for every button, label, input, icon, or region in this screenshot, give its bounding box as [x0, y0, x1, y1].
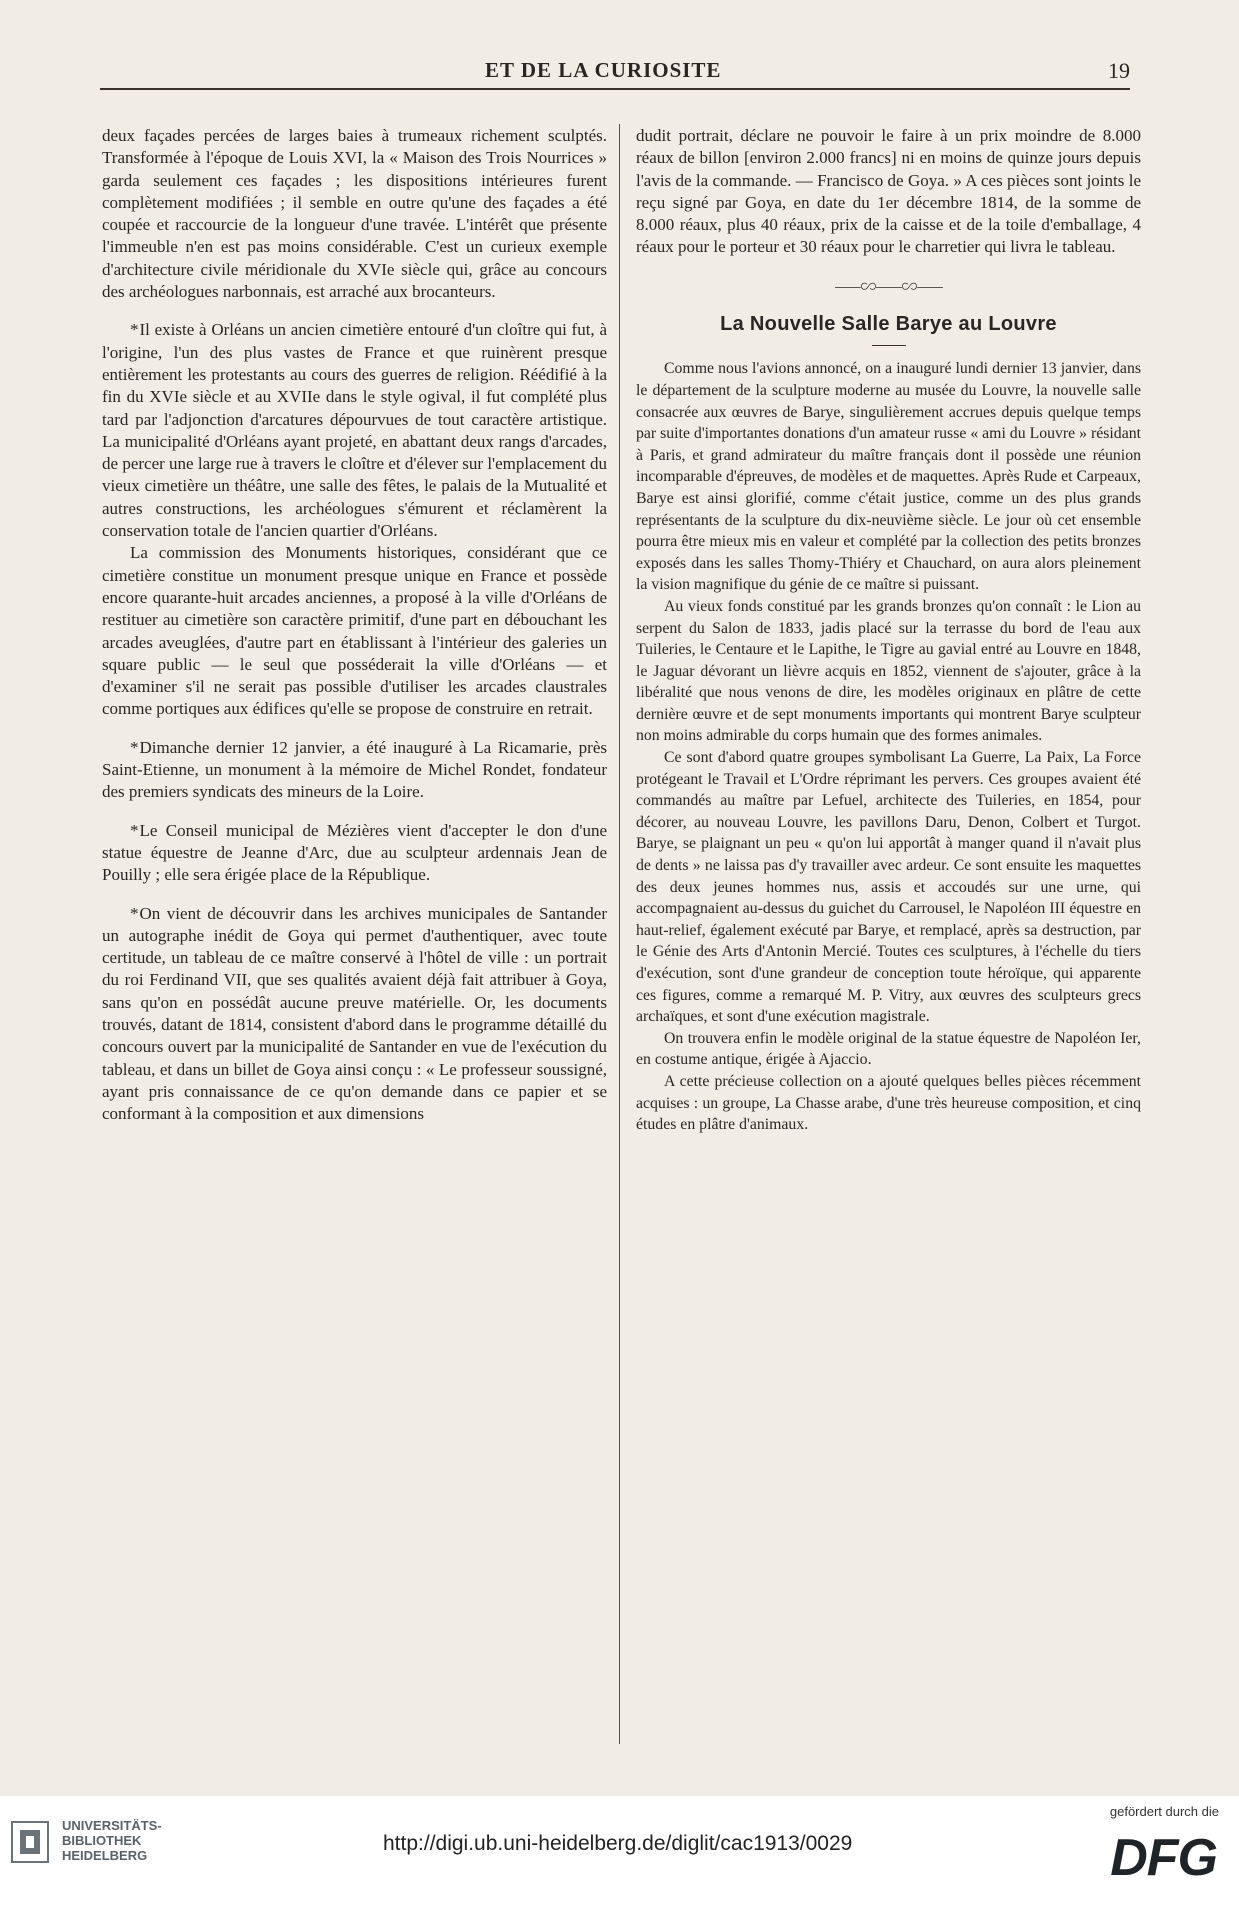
paragraph: * Dimanche dernier 12 janvier, a été inauguré à La Ricamarie, près Saint-Etienne, un monument à la mémoire de Michel Rondet, fondateur des premiers syndicats des mineurs de la Loire. [102, 737, 607, 802]
header-title: ET DE LA CURIOSITE [485, 58, 722, 82]
column-divider [619, 124, 620, 1744]
digitization-footer [0, 1796, 1239, 1916]
asterism: * [130, 903, 136, 923]
paragraph: * Il existe à Orléans un ancien cimetière entouré d'un cloître qui fut, à l'origine, l'un des plus vastes de France et que ruinèrent presque entièrement les protestants au cours des guerres de religion. Réédifié à la fin du XVIe siècle et au XVIIe dans le style ogival, il fut complété plus tard par l'adjonction d'arcatures dépourvues de tout caractère artistique. La municipalité d'Orléans ayant projeté, en abattant deux rangs d'arcades, de percer une large rue à travers le cloître et d'élever sur l'emplacement du vieux cimetière un théâtre, une salle des fêtes, le palais de la Mutualité et autres constructions, les archéologues s'émurent et réclamèrent la conservation totale de l'ancien quartier d'Orléans. [102, 320, 607, 541]
paragraph: deux façades percées de larges baies à trumeaux richement sculptés. Transformée à l'époque de Louis XVI, la « Maison des Trois Nourrices » garda seulement ces façades ; les dispositions intérieures furent complètement modifiées ; il semble en outre qu'une des façades a été coupée et raccourcie de la longueur d'une travée. L'intérêt que présente l'immeuble n'en est pas moins considérable. C'est un curieux exemple d'architecture civile méridionale du XVIe siècle qui, grâce au concours des archéologues narbonnais, est arraché aux brocanteurs. [102, 126, 607, 302]
paragraph: Ce sont d'abord quatre groupes symbolisant La Guerre, La Paix, La Force protégeant le Travail et L'Ordre réprimant les pervers. Ces groupes avaient été commandés au maître par Lefuel, architecte des Tuileries, en 1854, pour décorer, au nouveau Louvre, les pavillons Daru, Denon, Colbert et Turgot. Barye, se plaignant un peu « qu'on lui apportât à manger quand il n'avait plus de dents » ne laissa pas d'y travailler avec ardeur. Ce sont ensuite les maquettes des deux jeunes hommes nus, assis et accoudés sur une urne, qui accompagnaient au-dessus du guichet du Carrousel, le Napoléon III équestre en haut-relief, également exécuté par Barye, et remplacé, après sa destruction, par le Génie des Arts d'Antonin Mercié. Toutes ces sculptures, à l'échelle du tiers d'exécution, sont d'une grandeur de conception toute héroïque, qui apparente ces figures, comme a remarqué M. P. Vitry, aux œuvres des sculpteurs grecs archaïques, et sont d'une exécution magistrale. [636, 749, 1141, 1026]
article-body [636, 358, 1141, 1135]
section-title: La Nouvelle Salle Barye au Louvre [720, 313, 1057, 336]
dfg-logo: DFG [1110, 1829, 1217, 1887]
paragraph: * On vient de découvrir dans les archives municipales de Santander un autographe inédit de Goya qui permet d'authentiquer, avec toute certitude, un tableau de ce maître conservé à l'hôtel de ville : un portrait du roi Ferdinand VII, que ses qualités avaient déjà fait attribuer à Goya, sans qu'on en possédât aucune preuve matérielle. Or, les documents trouvés, datant de 1814, consistent d'abord dans le programme détaillé du concours ouvert par la municipalité de Santander en vue de l'exécution du tableau, et dans un billet de Goya ainsi conçu : « Le professeur soussigné, ayant pris connaissance de ce qu'on demande dans ce papier et se conformant à la composition et aux dimensions [102, 903, 607, 1124]
funder-label: gefördert durch die [1109, 1804, 1219, 1819]
permalink[interactable]: http://digi.ub.uni-heidelberg.de/diglit/cac1913/0029 [383, 1832, 853, 1855]
paragraph: On trouvera enfin le modèle original de la statue équestre de Napoléon Ier, en costume antique, érigée à Ajaccio. [636, 1029, 1141, 1069]
paragraph: Comme nous l'avions annoncé, on a inauguré lundi dernier 13 janvier, dans le département de la sculpture moderne au musée du Louvre, la nouvelle salle consacrée aux œuvres de Barye, singulièrement accrues depuis quelque temps par suite d'importantes donations d'un amateur russe « ami du Louvre » résidant à Paris, et grand admirateur du maître français dont il possède une réunion incomparable d'épreuves, de modèles et de maquettes. Après Rude et Carpeaux, Barye est ainsi glorifié, comme c'était justice, comme un des plus grands représentants de la sculpture du dix-neuvième siècle. Le jour où cet ensemble pourra être mieux mis en valeur et complété par la collection des petits bronzes exposés dans les salles Thomy-Thiéry et Chauchard, on aura alors pleinement la vision magnifique du génie de ce maître si puissant. [636, 360, 1141, 594]
asterism: * [130, 820, 136, 840]
running-header [100, 50, 1130, 90]
institution-name: UNIVERSITÄTS- BIBLIOTHEK HEIDELBERG [62, 1818, 162, 1863]
header-rule [100, 88, 1130, 90]
left-column [102, 125, 607, 1125]
paragraph: * Le Conseil municipal de Mézières vient d'accepter le don d'une statue équestre de Jeanne d'Arc, due au sculpteur ardennais Jean de Pouilly ; elle sera érigée place de la République. [102, 820, 607, 885]
paragraph: Au vieux fonds constitué par les grands bronzes qu'on connaît : le Lion au serpent du Salon de 1833, jadis placé sur la terrasse du bord de l'eau aux Tuileries, le Centaure et le Lapithe, le Tigre au gavial entré au Louvre en 1848, le Jaguar dévorant un lièvre acquis en 1852, viennent de s'ajouter, grâce à la libéralité que nous venons de dire, les modèles originaux en plâtre de cette dernière œuvre et de sept monuments importants qui montrent Barye sculpteur non moins admirable du corps humain que des formes animales. [636, 597, 1141, 745]
university-seal-icon [10, 1820, 50, 1864]
page-number: 19 [1108, 58, 1130, 83]
paragraph: dudit portrait, déclare ne pouvoir le faire à un prix moindre de 8.000 réaux de billon [environ 2.000 francs] ni en moins de quinze jours depuis l'avis de la commande. — Francisco de Goya. » A ces pièces sont joints le reçu signé par Goya, en date du 1er décembre 1814, de la somme de 8.000 réaux, plus 40 réaux, prix de la caisse et de la toile d'emballage, 4 réaux pour le porteur et 30 réaux pour le charretier qui livra le tableau. [636, 126, 1141, 257]
title-rule [872, 345, 906, 346]
asterism: * [130, 737, 136, 757]
ornament-divider: ⸺∽⸺∽⸺ [834, 278, 943, 296]
paragraph: La commission des Monuments historiques, considérant que ce cimetière constitue un monument presque unique en France et possède encore quarante-huit arcades anciennes, a proposé à la ville d'Orléans de restituer au cimetière son caractère primitif, d'une part en débouchant les arcades aveuglées, d'autre part en établissant à l'intérieur des galeries un square public — le seul que posséderait la ville d'Orléans — et d'examiner s'il ne serait pas possible d'utiliser les arcades claustrales comme portiques aux édifices qu'elle se propose de construire en retrait. [102, 543, 607, 719]
paragraph: A cette précieuse collection on a ajouté quelques belles pièces récemment acquises : un groupe, La Chasse arabe, d'une très heureuse composition, et cinq études en plâtre d'animaux. [636, 1072, 1141, 1134]
asterism: * [130, 320, 136, 340]
right-column [636, 125, 1141, 1136]
